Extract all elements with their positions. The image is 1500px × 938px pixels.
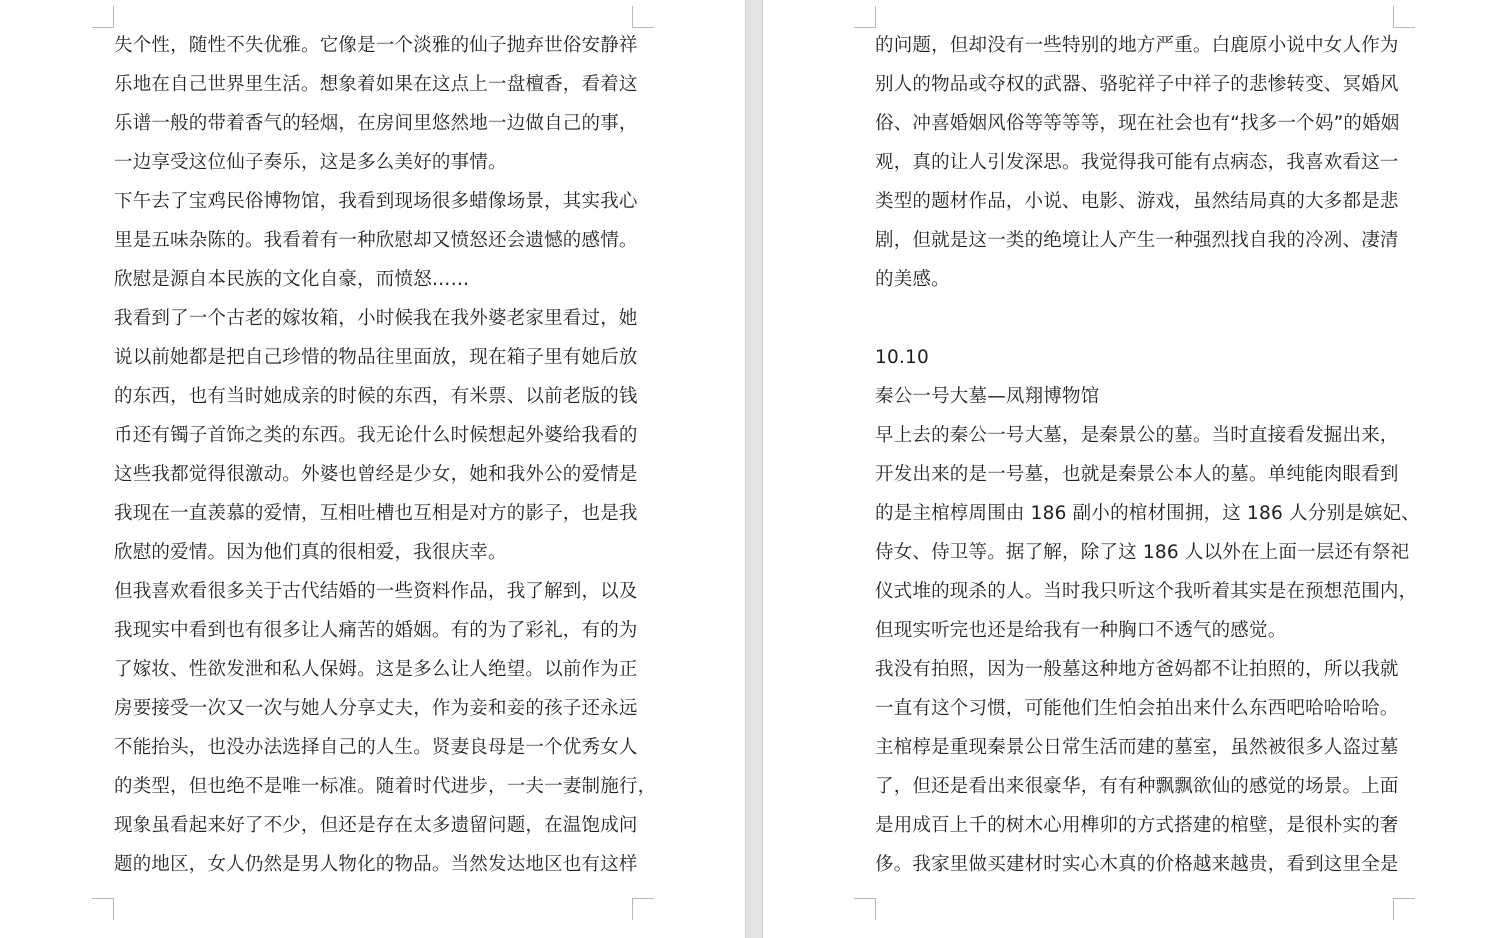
text-line: 失个性，随性不失优雅。它像是一个淡雅的仙子抛弃世俗安静祥 — [114, 35, 638, 56]
text-line: 我现在一直羡慕的爱情，互相吐槽也互相是对方的影子，也是我 — [114, 503, 638, 524]
page-text-body[interactable] — [875, 26, 1420, 884]
text-line: 一直有这个习惯，可能他们生怕会拍出来什么东西吧哈哈哈哈。 — [875, 698, 1399, 719]
page-text-body[interactable] — [114, 26, 657, 884]
margin-corner-top-left — [92, 6, 114, 28]
text-line: 但现实听完也还是给我有一种胸口不透气的感觉。 — [875, 620, 1287, 641]
date-heading: 10.10 — [875, 347, 929, 368]
text-line: 仪式堆的现杀的人。当时我只听这个我听着其实是在预想范围内， — [875, 581, 1418, 602]
text-line: 了，但还是看出来很豪华，有有种飘飘欲仙的感觉的场景。上面 — [875, 776, 1399, 797]
text-line: 观，真的让人引发深思。我觉得我可能有点病态，我喜欢看这一 — [875, 152, 1399, 173]
text-line: 的是主棺椁周围由 186 副小的棺材围拥，这 186 人分别是嫔妃、 — [875, 503, 1420, 524]
text-line: 房要接受一次又一次与她人分享丈夫，作为妾和妾的孩子还永远 — [114, 698, 638, 719]
margin-corner-bottom-right — [632, 898, 654, 920]
text-line: 一边享受这位仙子奏乐，这是多么美好的事情。 — [114, 152, 507, 173]
text-line: 的东西，也有当时她成亲的时候的东西，有米票、以前老版的钱 — [114, 386, 638, 407]
text-line: 是用成百上千的树木心用榫卯的方式搭建的棺壁，是很朴实的奢 — [875, 815, 1399, 836]
margin-corner-bottom-left — [854, 898, 876, 920]
text-line: 乐地在自己世界里生活。想象着如果在这点上一盘檀香，看着这 — [114, 74, 638, 95]
text-line: 现象虽看起来好了不少，但还是存在太多遗留问题，在温饱成问 — [114, 815, 638, 836]
text-line: 我现实中看到也有很多让人痛苦的婚姻。有的为了彩礼，有的为 — [114, 620, 638, 641]
text-line: 我没有拍照，因为一般墓这种地方爸妈都不让拍照的，所以我就 — [875, 659, 1399, 680]
text-line: 币还有镯子首饰之类的东西。我无论什么时候想起外婆给我看的 — [114, 425, 638, 446]
text-line: 早上去的秦公一号大墓，是秦景公的墓。当时直接看发掘出来， — [875, 425, 1399, 446]
text-line: 类型的题材作品，小说、电影、游戏，虽然结局真的大多都是悲 — [875, 191, 1399, 212]
text-line: 的类型，但也绝不是唯一标准。随着时代进步，一夫一妻制施行， — [114, 776, 657, 797]
text-line: 但我喜欢看很多关于古代结婚的一些资料作品，我了解到，以及 — [114, 581, 638, 602]
text-line: 主棺椁是重现秦景公日常生活而建的墓室，虽然被很多人盗过墓 — [875, 737, 1399, 758]
document-page-left[interactable] — [0, 0, 745, 938]
text-line: 侈。我家里做买建材时实心木真的价格越来越贵，看到这里全是 — [875, 854, 1399, 875]
text-line: 俗、冲喜婚姻风俗等等等等，现在社会也有“找多一个妈”的婚姻 — [875, 113, 1400, 134]
text-line: 剧，但就是这一类的绝境让人产生一种强烈找自我的冷冽、凄清 — [875, 230, 1399, 251]
margin-corner-bottom-right — [1393, 898, 1415, 920]
text-line: 题的地区，女人仍然是男人物化的物品。当然发达地区也有这样 — [114, 854, 638, 875]
text-line: 乐谱一般的带着香气的轻烟，在房间里悠然地一边做自己的事， — [114, 113, 638, 134]
text-line: 这些我都觉得很激动。外婆也曾经是少女，她和我外公的爱情是 — [114, 464, 638, 485]
text-line: 不能抬头，也没办法选择自己的人生。贤妻良母是一个优秀女人 — [114, 737, 638, 758]
text-line: 侍女、侍卫等。据了解，除了这 186 人以外在上面一层还有祭祀 — [875, 542, 1410, 563]
text-line: 欣慰的爱情。因为他们真的很相爱，我很庆幸。 — [114, 542, 507, 563]
text-line: 说以前她都是把自己珍惜的物品往里面放，现在箱子里有她后放 — [114, 347, 638, 368]
text-line: 里是五味杂陈的。我看着有一种欣慰却又愤怒还会遗憾的感情。 — [114, 230, 638, 251]
margin-corner-top-right — [1393, 6, 1415, 28]
margin-corner-bottom-left — [92, 898, 114, 920]
page-gutter — [745, 0, 763, 938]
text-line: 我看到了一个古老的嫁妆箱，小时候我在我外婆老家里看过，她 — [114, 308, 638, 329]
text-line: 了嫁妆、性欲发泄和私人保姆。这是多么让人绝望。以前作为正 — [114, 659, 638, 680]
section-title: 秦公一号大墓—凤翔博物馆 — [875, 386, 1100, 407]
document-page-right[interactable] — [763, 0, 1500, 938]
margin-corner-top-left — [854, 6, 876, 28]
text-line: 别人的物品或夺权的武器、骆驼祥子中祥子的悲惨转变、冥婚风 — [875, 74, 1399, 95]
text-line: 的问题，但却没有一些特别的地方严重。白鹿原小说中女人作为 — [875, 35, 1399, 56]
text-line: 开发出来的是一号墓，也就是秦景公本人的墓。单纯能肉眼看到 — [875, 464, 1399, 485]
text-line: 欣慰是源自本民族的文化自豪，而愤怒…… — [114, 269, 470, 290]
text-line: 下午去了宝鸡民俗博物馆，我看到现场很多蜡像场景，其实我心 — [114, 191, 638, 212]
text-line: 的美感。 — [875, 269, 950, 290]
blank-line — [875, 299, 1405, 338]
margin-corner-top-right — [632, 6, 654, 28]
